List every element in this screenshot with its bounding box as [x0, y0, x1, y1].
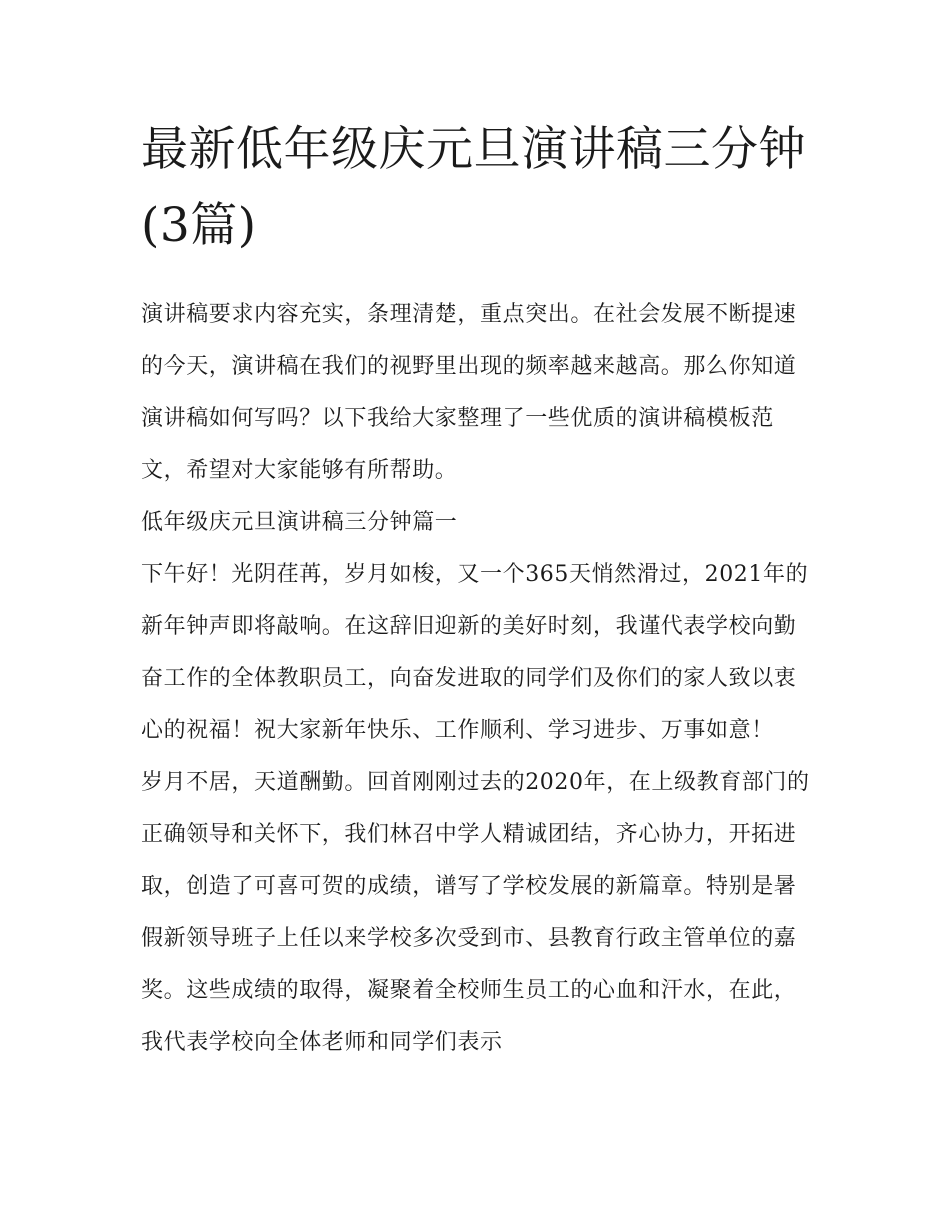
document-page [141, 112, 813, 1069]
section-heading: 低年级庆元旦演讲稿三分钟篇一 [141, 510, 458, 535]
document-title: 最新低年级庆元旦演讲稿三分钟(3篇) [141, 122, 806, 253]
body-paragraph-1: 下午好！光阴荏苒，岁月如梭，又一个365天悄然滑过，2021年的新年钟声即将敲响。在这辞旧迎新的美好时刻，我谨代表学校向勤奋工作的全体教职员工，向奋发进取的同学们及你们的家人致以衷心的祝福！祝大家新年快乐、工作顺利、学习进步、万事如意！ [141, 562, 809, 743]
body-paragraph-2: 岁月不居，天道酬勤。回首刚刚过去的2020年，在上级教育部门的正确领导和关怀下，我们林召中学人精诚团结，齐心协力，开拓进取，创造了可喜可贺的成绩，谱写了学校发展的新篇章。特别是暑假新领导班子上任以来学校多次受到市、县教育行政主管单位的嘉奖。这些成绩的取得，凝聚着全校师生员工的心血和汗水，在此，我代表学校向全体老师和同学们表示 [141, 770, 810, 1055]
intro-paragraph: 演讲稿要求内容充实，条理清楚，重点突出。在社会发展不断提速的今天，演讲稿在我们的视野里出现的频率越来越高。那么你知道演讲稿如何写吗？以下我给大家整理了一些优质的演讲稿模板范文，希望对大家能够有所帮助。 [141, 302, 797, 483]
